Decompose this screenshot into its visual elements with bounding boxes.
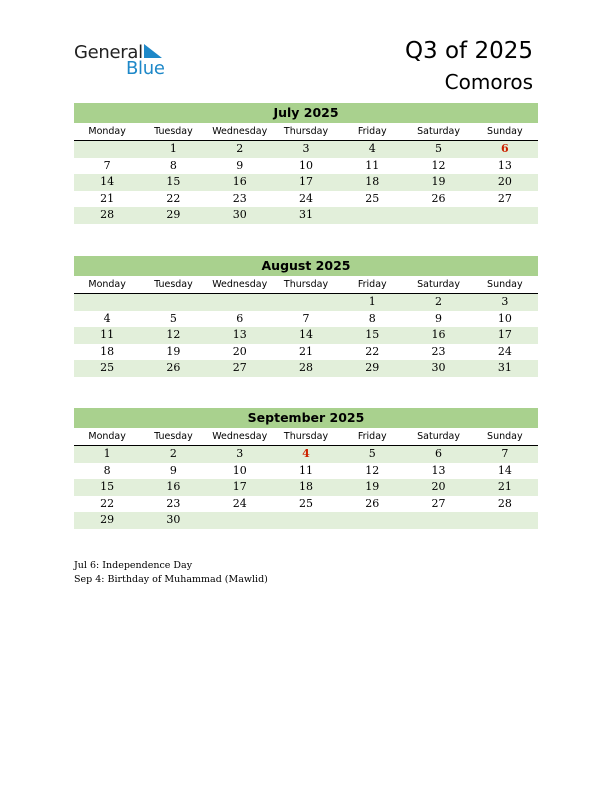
date-cell: 5	[169, 311, 177, 325]
date-cell: 11	[100, 328, 115, 341]
date-cell: 11	[298, 463, 313, 477]
month-calendar	[74, 408, 538, 529]
date-cell: 30	[166, 513, 181, 526]
date-cell: 1	[103, 447, 111, 460]
weekday-label: Friday	[357, 431, 387, 442]
date-cell: 27	[232, 361, 247, 374]
month-calendar	[74, 256, 538, 377]
date-cell: 13	[497, 158, 512, 172]
week-row	[74, 174, 538, 191]
country-name: Comoros	[444, 70, 533, 94]
date-cell: 1	[368, 295, 376, 308]
date-cell: 21	[298, 344, 313, 358]
month-title: September 2025	[74, 408, 538, 428]
date-cell: 18	[100, 344, 115, 358]
date-cell: 16	[166, 480, 181, 493]
date-cell	[472, 512, 538, 529]
date-cell: 2	[435, 295, 443, 308]
date-cell: 27	[497, 191, 512, 205]
weekday-label: Wednesday	[212, 431, 268, 442]
week-row	[74, 294, 538, 311]
date-cell: 10	[232, 463, 247, 477]
date-cell: 17	[497, 328, 512, 341]
weekday-label: Tuesday	[154, 126, 193, 137]
logo-flag-icon	[142, 44, 162, 60]
date-cell: 25	[365, 191, 380, 205]
date-cell: 8	[368, 311, 376, 325]
date-cell	[273, 294, 339, 311]
date-cell: 29	[100, 513, 115, 526]
date-cell	[339, 207, 405, 224]
date-cell	[339, 512, 405, 529]
weekday-label: Monday	[88, 279, 126, 290]
date-cell: 21	[497, 480, 512, 493]
weekday-label: Thursday	[283, 431, 329, 442]
weekday-header-row	[74, 276, 538, 294]
month-calendar	[74, 103, 538, 224]
date-cell: 22	[166, 191, 181, 205]
weekday-label: Tuesday	[154, 279, 193, 290]
date-cell: 14	[100, 175, 115, 188]
week-row	[74, 496, 538, 513]
holiday-note: Jul 6: Independence Day	[74, 560, 193, 571]
weekday-label: Friday	[357, 126, 387, 137]
date-cell: 31	[497, 361, 512, 374]
date-cell: 30	[431, 361, 446, 374]
date-cell: 14	[497, 463, 512, 477]
weekday-label: Saturday	[417, 126, 460, 137]
date-cell: 9	[236, 158, 244, 172]
week-row	[74, 207, 538, 224]
date-cell: 24	[232, 496, 247, 510]
weekday-label: Thursday	[283, 279, 329, 290]
date-cell: 30	[232, 208, 247, 221]
date-cell: 11	[365, 158, 380, 172]
date-cell: 2	[169, 447, 177, 460]
week-row	[74, 344, 538, 361]
date-cell: 25	[100, 361, 115, 374]
date-cell: 13	[431, 463, 446, 477]
holiday-date-cell: 4	[302, 447, 310, 460]
date-cell: 20	[497, 175, 512, 188]
date-cell: 4	[103, 311, 111, 325]
date-cell: 12	[166, 328, 181, 341]
weekday-label: Wednesday	[212, 279, 268, 290]
week-row	[74, 360, 538, 377]
date-cell: 6	[236, 311, 244, 325]
date-cell: 20	[232, 344, 247, 358]
date-cell: 12	[365, 463, 380, 477]
date-cell: 29	[166, 208, 181, 221]
weekday-label: Thursday	[283, 126, 329, 137]
date-cell: 2	[236, 142, 244, 155]
month-title: July 2025	[74, 103, 538, 123]
date-cell: 5	[368, 447, 376, 460]
date-cell	[405, 207, 471, 224]
month-title: August 2025	[74, 256, 538, 276]
week-row	[74, 327, 538, 344]
weekday-label: Monday	[88, 431, 126, 442]
date-cell: 24	[298, 191, 313, 205]
date-cell: 15	[166, 175, 181, 188]
date-cell: 1	[169, 142, 177, 155]
page-title: Q3 of 2025	[404, 38, 533, 64]
date-cell: 3	[501, 295, 509, 308]
date-cell: 23	[166, 496, 181, 510]
weekday-label: Monday	[88, 126, 126, 137]
date-cell: 28	[100, 208, 115, 221]
date-cell	[207, 294, 273, 311]
weekday-label: Sunday	[487, 431, 523, 442]
date-cell: 26	[365, 496, 380, 510]
date-cell: 21	[100, 191, 115, 205]
date-cell: 23	[431, 344, 446, 358]
date-cell: 28	[298, 361, 313, 374]
weekday-label: Saturday	[417, 431, 460, 442]
date-cell: 5	[435, 142, 443, 155]
date-cell: 20	[431, 480, 446, 493]
holiday-date-cell: 6	[501, 142, 509, 155]
date-cell	[472, 207, 538, 224]
week-row	[74, 191, 538, 208]
date-cell: 14	[298, 328, 313, 341]
date-cell: 28	[497, 496, 512, 510]
date-cell: 15	[100, 480, 115, 493]
week-row	[74, 311, 538, 328]
date-cell: 15	[365, 328, 380, 341]
weekday-label: Sunday	[487, 126, 523, 137]
week-row	[74, 463, 538, 480]
date-cell: 19	[365, 480, 380, 493]
date-cell	[74, 294, 140, 311]
date-cell: 7	[302, 311, 310, 325]
logo-general-text: General	[74, 42, 143, 63]
date-cell: 10	[298, 158, 313, 172]
date-cell: 7	[103, 158, 111, 172]
weekday-label: Tuesday	[154, 431, 193, 442]
weekday-label: Wednesday	[212, 126, 268, 137]
date-cell: 3	[302, 142, 310, 155]
logo-blue-text: Blue	[126, 58, 165, 79]
date-cell: 17	[298, 175, 313, 188]
weekday-header-row	[74, 123, 538, 141]
date-cell: 9	[169, 463, 177, 477]
date-cell: 8	[103, 463, 111, 477]
date-cell: 19	[431, 175, 446, 188]
week-row	[74, 479, 538, 496]
date-cell: 24	[497, 344, 512, 358]
week-row	[74, 446, 538, 463]
date-cell	[74, 141, 140, 158]
date-cell: 10	[497, 311, 512, 325]
date-cell	[273, 512, 339, 529]
date-cell: 6	[435, 447, 443, 460]
date-cell: 16	[232, 175, 247, 188]
generalblue-logo	[74, 42, 184, 82]
date-cell: 31	[298, 208, 313, 221]
weekday-header-row	[74, 428, 538, 446]
date-cell: 7	[501, 447, 509, 460]
date-cell: 18	[365, 175, 380, 188]
date-cell: 22	[100, 496, 115, 510]
weekday-label: Saturday	[417, 279, 460, 290]
date-cell: 23	[232, 191, 247, 205]
date-cell: 18	[298, 480, 313, 493]
date-cell: 27	[431, 496, 446, 510]
date-cell	[405, 512, 471, 529]
date-cell: 12	[431, 158, 446, 172]
date-cell: 4	[368, 142, 376, 155]
date-cell: 17	[232, 480, 247, 493]
date-cell: 19	[166, 344, 181, 358]
date-cell: 9	[435, 311, 443, 325]
holiday-notes	[74, 559, 268, 586]
weekday-label: Sunday	[487, 279, 523, 290]
week-row	[74, 158, 538, 175]
date-cell	[140, 294, 206, 311]
week-row	[74, 512, 538, 529]
date-cell: 22	[365, 344, 380, 358]
week-row	[74, 141, 538, 158]
date-cell: 8	[169, 158, 177, 172]
date-cell: 26	[166, 361, 181, 374]
date-cell: 26	[431, 191, 446, 205]
date-cell: 3	[236, 447, 244, 460]
date-cell: 16	[431, 328, 446, 341]
holiday-note: Sep 4: Birthday of Muhammad (Mawlid)	[74, 573, 268, 585]
date-cell: 13	[232, 328, 247, 341]
date-cell: 29	[365, 361, 380, 374]
date-cell	[207, 512, 273, 529]
weekday-label: Friday	[357, 279, 387, 290]
date-cell: 25	[298, 496, 313, 510]
